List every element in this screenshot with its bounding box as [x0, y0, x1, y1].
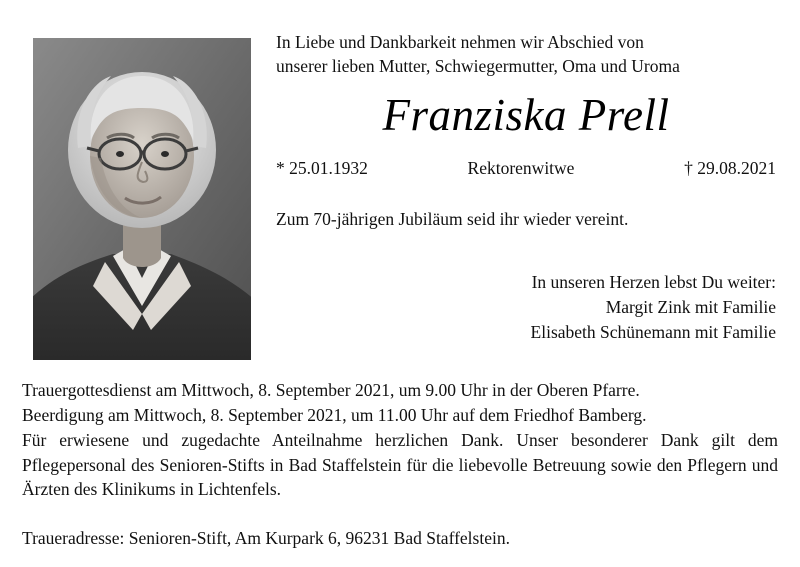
thanks-text: Für erwiesene und zugedachte Anteilnahme herzlichen Dank. Unser besonderer Dank gilt dem Pflegepersonal des Senioren-Stifts in Bad Staffelstein für die liebevolle Betreuung sowie den Pflegern und Ärzten des Klinikums in Lichtenfels. — [22, 429, 778, 500]
notice-top-text — [276, 30, 776, 345]
family-member-1: Margit Zink mit Familie — [605, 296, 776, 317]
family-heading: In unseren Herzen lebst Du weiter: — [531, 271, 776, 292]
mourning-address: Traueradresse: Senioren-Stift, Am Kurpark 6, 96231 Bad Staffelstein. — [22, 528, 510, 549]
deceased-title: Rektorenwitwe — [467, 157, 575, 178]
birth-date: * 25.01.1932 — [276, 157, 368, 178]
dates-row — [276, 158, 776, 179]
memorial-verse: Zum 70-jährigen Jubiläum seid ihr wieder vereint. — [276, 208, 629, 229]
portrait-photo-image — [33, 38, 251, 360]
death-date: † 29.08.2021 — [684, 157, 776, 178]
family-block — [276, 270, 776, 345]
portrait-photo — [33, 38, 251, 360]
service-line-1: Trauergottesdienst am Mittwoch, 8. September 2021, um 9.00 Uhr in der Oberen Pfarre. — [22, 380, 640, 400]
intro-line-2: unserer lieben Mutter, Schwiegermutter, Oma und Uroma — [276, 56, 680, 77]
intro-text — [276, 30, 776, 78]
service-line-2: Beerdigung am Mittwoch, 8. September 2021, um 11.00 Uhr auf dem Friedhof Bamberg. — [22, 404, 647, 425]
notice-bottom-text — [22, 378, 778, 549]
intro-line-1: In Liebe und Dankbarkeit nehmen wir Abschied von — [276, 32, 644, 52]
family-member-2: Elisabeth Schünemann mit Familie — [530, 321, 776, 342]
service-details — [22, 378, 778, 502]
deceased-name: Franziska Prell — [382, 90, 670, 141]
